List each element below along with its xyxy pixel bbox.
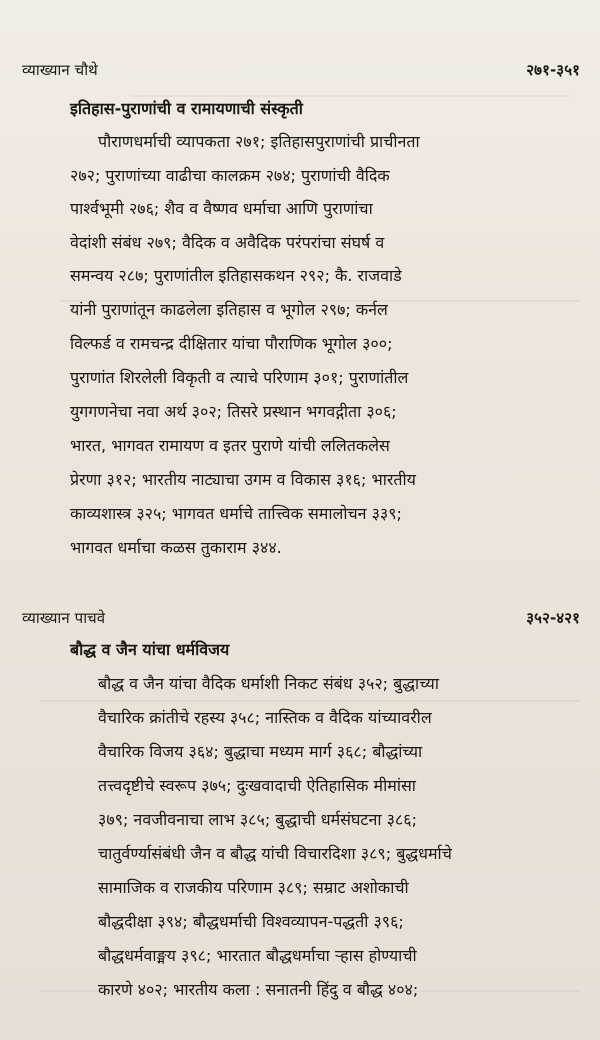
toc-line: बौद्ध व जैन यांचा वैदिक धर्माशी निकट संबंध ३५२; बुद्धाच्या <box>98 674 439 693</box>
lecture-title: इतिहास-पुराणांची व रामायणाची संस्कृती <box>70 99 303 118</box>
toc-line: पुराणांत शिरलेली विकृती व त्याचे परिणाम ३०१; पुराणांतील <box>70 368 409 387</box>
toc-line: सामाजिक व राजकीय परिणाम ३८९; सम्राट अशोकाची <box>98 878 409 897</box>
toc-line: वेदांशी संबंध २७९; वैदिक व अवैदिक परंपरांचा संघर्ष व <box>70 233 385 252</box>
toc-line: विल्फर्ड व रामचन्द्र दीक्षितार यांचा पौराणिक भूगोल ३००; <box>70 334 393 353</box>
toc-line: युगगणनेचा नवा अर्थ ३०२; तिसरे प्रस्थान भगवद्गीता ३०६; <box>70 402 397 421</box>
toc-line: तत्त्वदृष्टीचे स्वरूप ३७५; दुःखवादाची ऐतिहासिक मीमांसा <box>98 776 416 795</box>
lecture-heading-row <box>22 608 580 632</box>
toc-line: वैचारिक विजय ३६४; बुद्धाचा मध्यम मार्ग ३६८; बौद्धांच्या <box>98 742 423 761</box>
toc-line: पार्श्वभूमी २७६; शैव व वैष्णव धर्माचा आणि पुराणांचा <box>70 199 373 218</box>
toc-line: बौद्धधर्मवाङ्मय ३९८; भारतात बौद्धधर्माचा ऱ्हास होण्याची <box>98 946 417 965</box>
lecture-page-range: २७१-३५१ <box>526 61 580 79</box>
toc-line: ३७९; नवजीवनाचा लाभ ३८५; बुद्धाची धर्मसंघटना ३८६; <box>98 810 417 829</box>
toc-line: २७२; पुराणांच्या वाढीचा कालक्रम २७४; पुराणांची वैदिक <box>70 166 390 185</box>
lecture-title: बौद्ध व जैन यांचा धर्मविजय <box>70 640 230 659</box>
lecture-heading-label: व्याख्यान चौथे <box>22 61 98 79</box>
toc-line: वैचारिक क्रांतीचे रहस्य ३५८; नास्तिक व वैदिक यांच्यावरील <box>98 708 432 727</box>
toc-line: काव्यशास्त्र ३२५; भागवत धर्माचे तात्त्विक समालोचन ३३९; <box>70 504 402 523</box>
show-through-mark <box>40 700 580 702</box>
toc-line: समन्वय २८७; पुराणांतील इतिहासकथन २९२; कै. राजवाडे <box>70 266 402 285</box>
lecture-heading-label: व्याख्यान पाचवे <box>22 609 106 627</box>
toc-line: पौराणधर्माची व्यापकता २७१; इतिहासपुराणांची प्राचीनता <box>98 132 420 151</box>
toc-line: यांनी पुराणांतून काढलेला इतिहास व भूगोल २९७; कर्नल <box>70 300 388 319</box>
lecture-page-range: ३५२-४२१ <box>526 609 580 627</box>
toc-line: कारणे ४०२; भारतीय कला : सनातनी हिंदु व बौद्ध ४०४; <box>98 980 419 999</box>
toc-line: बौद्धदीक्षा ३९४; बौद्धधर्माची विश्वव्यापन-पद्धती ३९६; <box>98 912 404 931</box>
toc-line: चातुर्वर्ण्यासंबंधी जैन व बौद्ध यांची विचारदिशा ३८९; बुद्धधर्माचे <box>98 844 452 863</box>
lecture-heading-row <box>22 60 580 84</box>
toc-line: भारत, भागवत रामायण व इतर पुराणे यांची ललितकलेस <box>70 436 390 455</box>
toc-line: भागवत धर्माचा कळस तुकाराम ३४४. <box>70 538 282 557</box>
toc-line: प्रेरणा ३१२; भारतीय नाट्याचा उगम व विकास ३१६; भारतीय <box>70 470 416 489</box>
